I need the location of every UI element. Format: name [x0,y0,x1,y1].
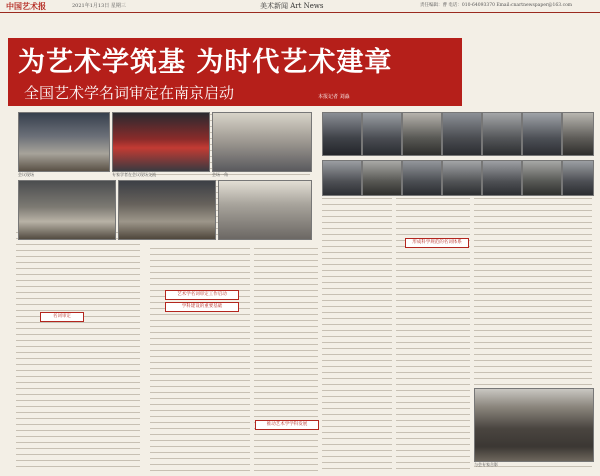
byline: 本报记者 刘淼 [318,94,350,100]
meeting-photo-1 [18,112,110,172]
left-text-block [16,230,140,470]
speaker-photo-7 [562,112,594,156]
editor-info: 责任编辑：曹 电话：010-64093370 Email:cnartnewspaper@163.com [420,3,573,8]
speaker-photo-10 [402,160,442,196]
headline-subtitle: 全国艺术学名词审定在南京启动 [24,84,235,102]
section-name: 美术新闻 Art News [260,2,324,10]
headline-banner [8,38,462,106]
speaker-photo-1 [322,112,362,156]
speaker-photo-12 [482,160,522,196]
photo-caption-2: 专家学者在会议现场交流 [112,172,156,177]
speaker-photo-13 [522,160,562,196]
photo-caption-1: 会议现场 [18,172,34,177]
subhead-box-1: 名词审定 [40,312,84,322]
speaker-photo-6 [522,112,562,156]
subhead-box-5: 形成科学规范的名词体系 [405,238,469,248]
meeting-photo-6 [218,180,312,240]
meeting-photo-4 [18,180,116,240]
meeting-photo-5 [118,180,216,240]
col-2-text [150,246,250,472]
speaker-photo-9 [362,160,402,196]
speaker-photo-14 [562,160,594,196]
group-photo-caption: 与会专家合影 [474,462,498,467]
speaker-photo-5 [482,112,522,156]
speaker-photo-3 [402,112,442,156]
col-6-text [474,196,592,386]
newspaper-logo: 中国艺术报 [6,1,46,11]
speaker-photo-11 [442,160,482,196]
speaker-photo-4 [442,112,482,156]
headline-title: 为艺术学筑基 为时代艺术建章 [18,47,393,78]
meeting-photo-2 [112,112,210,172]
subhead-box-2: 艺术学名词审定工作启动 [165,290,239,300]
meeting-photo-3 [212,112,312,172]
group-photo [474,388,594,462]
subhead-box-3: 学科建设的重要基础 [165,302,239,312]
speaker-photo-2 [362,112,402,156]
page-header [0,0,600,13]
col-4-text [322,196,392,472]
speaker-photo-8 [322,160,362,196]
issue-date: 2021年1月13日 星期三 [72,3,126,9]
col-3-text [254,246,318,472]
photo-caption-3: 会场一角 [212,172,228,177]
subhead-box-4: 推动艺术学学科发展 [255,420,319,430]
